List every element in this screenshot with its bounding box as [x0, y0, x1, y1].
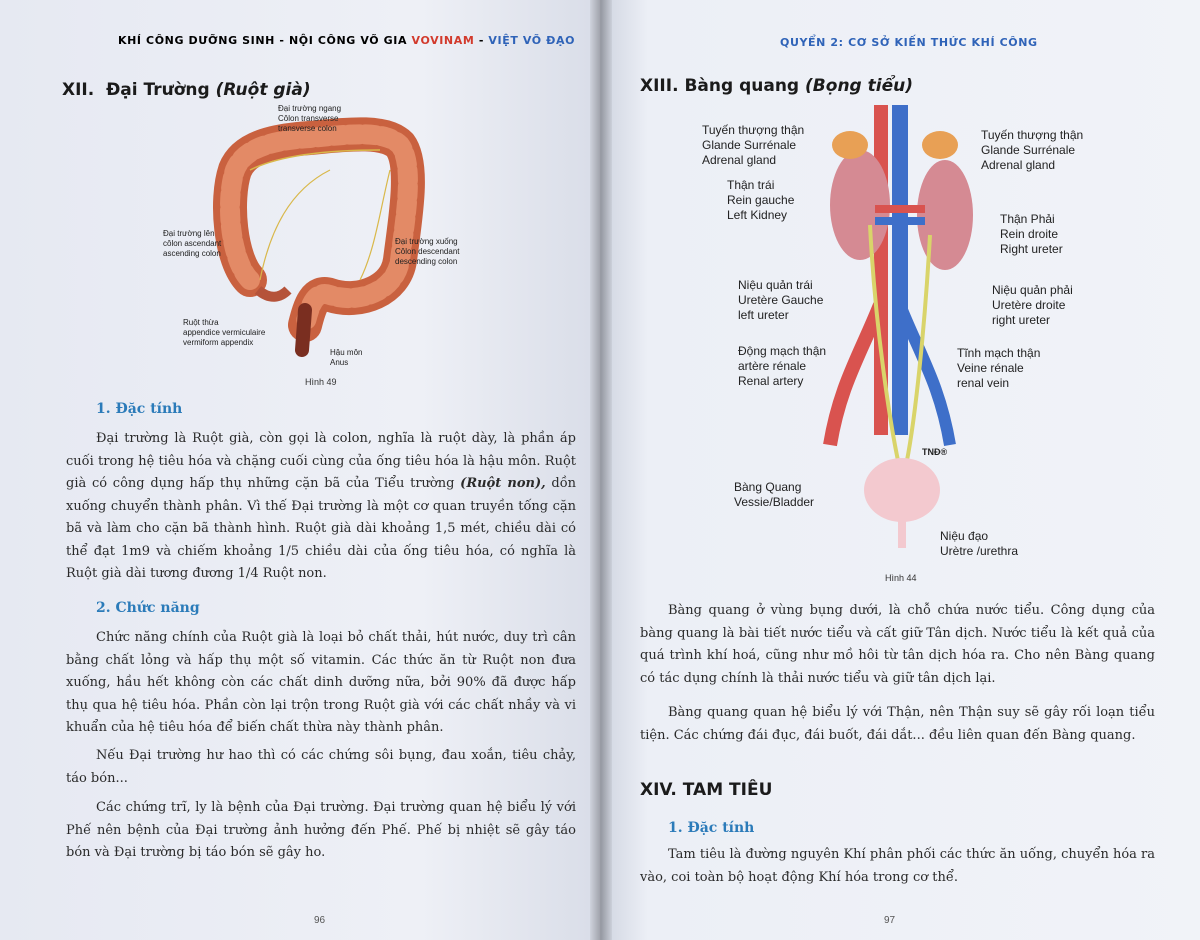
paragraph-function: Chức năng chính của Ruột già là loại bỏ chất thải, hút nước, duy trì cân bằng chất lỏng và hấp thụ một số vitamin. Các thức ăn từ Ruột non đưa xuống, hầu hết không còn các chất dinh dưỡng nữa, bởi 90% đã được hấp thụ qua hệ tiêu hóa. Phần còn lại trộn trong Ruột già với các chất nhầy và vi khuẩn của hệ tiêu hóa để biến chất thừa này thành phân. — [66, 630, 576, 735]
label-adrenal-left: Tuyến thượng thận Glande Surrénale Adrenal gland — [702, 123, 805, 167]
paragraph-characteristics — [66, 428, 576, 586]
paragraph-disorders: Nếu Đại trường hư hao thì có các chứng sôi bụng, đau xoắn, tiêu chảy, táo bón... — [66, 748, 576, 786]
section-xiv-heading — [640, 780, 772, 800]
section-number: XII. — [62, 80, 95, 100]
label-ureter-left: Niệu quản trái Uretère Gauche left ureter — [738, 278, 824, 322]
page-number-right: 97 — [884, 915, 896, 926]
label-kidney-left: Thận trái Rein gauche Left Kidney — [727, 178, 795, 222]
paragraph-tam-tieu: Tam tiêu là đường nguyên Khí phân phối các thức ăn uống, chuyển hóa ra vào, coi toàn bộ hoạt động Khí hóa trong cơ thể. — [640, 847, 1155, 885]
header-book-title: KHÍ CÔNG DƯỠNG SINH - NỘI CÔNG VÕ GIA — [118, 34, 412, 47]
section-title: Đại Trường — [106, 80, 216, 100]
label-transverse-colon: Đại trường ngang Côlon transverse transverse colon — [278, 104, 342, 133]
label-descending-colon: Đại trường xuống Côlon descendant descending colon — [395, 237, 460, 266]
figure-caption-49: Hình 49 — [305, 377, 337, 387]
figure-caption-44: Hình 44 — [885, 573, 917, 583]
paragraph-text: dồn xuống chuyển thành phân. Vì thế Đại trường là một cơ quan truyền tống cặn bã và làm cho cặn bã thành hình. Ruột già dài khoảng 1,5 mét, chiều dài có thể đạt 1m9 và chiếm khoảng 1/5 chiều dài của ống tiêu hóa, có nghĩa là Ruột già dài tương đương 1/4 Ruột non. — [66, 476, 577, 581]
label-renal-vein: Tĩnh mạch thận Veine rénale renal vein — [957, 346, 1041, 390]
subheading-characteristics: 1. Đặc tính — [96, 401, 183, 417]
left-running-header — [118, 34, 575, 47]
label-urethra: Niệu đạo Urètre /urethra — [940, 529, 1019, 558]
section-title: Bàng quang — [684, 76, 806, 96]
section-number: XIII. — [640, 76, 679, 96]
header-viet-vo-dao: VIỆT VÕ ĐẠO — [488, 34, 576, 47]
header-separator: - — [474, 34, 489, 47]
section-title-italic: (Bọng tiểu) — [805, 76, 913, 96]
label-adrenal-right: Tuyến thượng thận Glande Surrénale Adrenal gland — [981, 128, 1084, 172]
section-title-italic: (Ruột già) — [215, 80, 311, 100]
right-page — [600, 0, 1200, 940]
label-anus: Hậu môn Anus — [330, 348, 363, 367]
header-vovinam: VOVINAM — [411, 34, 475, 47]
paragraph-text: Đại trường là Ruột già, còn gọi là colon, nghĩa là ruột dày, là phần áp cuối trong hệ tiêu hóa và chặng cuối cùng của ống tiêu hóa là hậu môn. Ruột già có công dụng hấp thụ những cặn bã của Tiểu trường — [66, 431, 576, 491]
book-spine-shadow — [590, 0, 612, 940]
label-kidney-right: Thận Phải Rein droite Right ureter — [1000, 212, 1063, 256]
section-xii-heading — [62, 80, 311, 100]
label-bladder: Bàng Quang Vessie/Bladder — [734, 480, 815, 509]
paragraph-emphasis: (Ruột non), — [460, 476, 546, 491]
page-number-left: 96 — [314, 915, 326, 926]
paragraph-bladder-relations: Bàng quang quan hệ biểu lý với Thận, nên Thận suy sẽ gây rối loạn tiểu tiện. Các chứng đái đục, đái buốt, đái dắt... đều liên quan đến Bàng quang. — [640, 705, 1155, 743]
label-renal-artery: Động mạch thận artère rénale Renal artery — [738, 344, 827, 388]
right-running-header: QUYỂN 2: CƠ SỞ KIẾN THỨC KHÍ CÔNG — [780, 36, 1038, 49]
section-xiii-heading — [640, 76, 913, 96]
subheading-characteristics: 1. Đặc tính — [668, 820, 755, 836]
section-number: XIV. — [640, 780, 677, 800]
illustration-trademark: TNĐ® — [922, 447, 948, 457]
label-appendix: Ruột thừa appendice vermiculaire vermiform appendix — [183, 318, 266, 347]
paragraph-bladder-function: Bàng quang ở vùng bụng dưới, là chỗ chứa nước tiểu. Công dụng của bàng quang là bài tiết nước tiểu và cất giữ Tân dịch. Nước tiểu là kết quả của quá trình khí hoá, cũng như mồ hôi từ tân dịch hóa ra. Cho nên Bàng quang có tác dụng chính là thải nước tiểu và giữ tân dịch lại. — [640, 603, 1155, 686]
urinary-system-illustration — [820, 105, 980, 555]
label-ascending-colon: Đại trường lên côlon ascendant ascending colon — [163, 229, 222, 258]
subheading-function: 2. Chức năng — [96, 600, 200, 616]
section-title: TAM TIÊU — [682, 780, 773, 800]
label-ureter-right: Niệu quản phải Uretère droite right ureter — [992, 283, 1073, 327]
paragraph-relations: Các chứng trĩ, ly là bệnh của Đại trường. Đại trường quan hệ biểu lý với Phế nên bệnh của Đại trường ảnh hưởng đến Phế. Phế bị nhiệt sẽ gây táo bón và Đại trường bị táo bón sẽ gây ho. — [66, 800, 576, 860]
